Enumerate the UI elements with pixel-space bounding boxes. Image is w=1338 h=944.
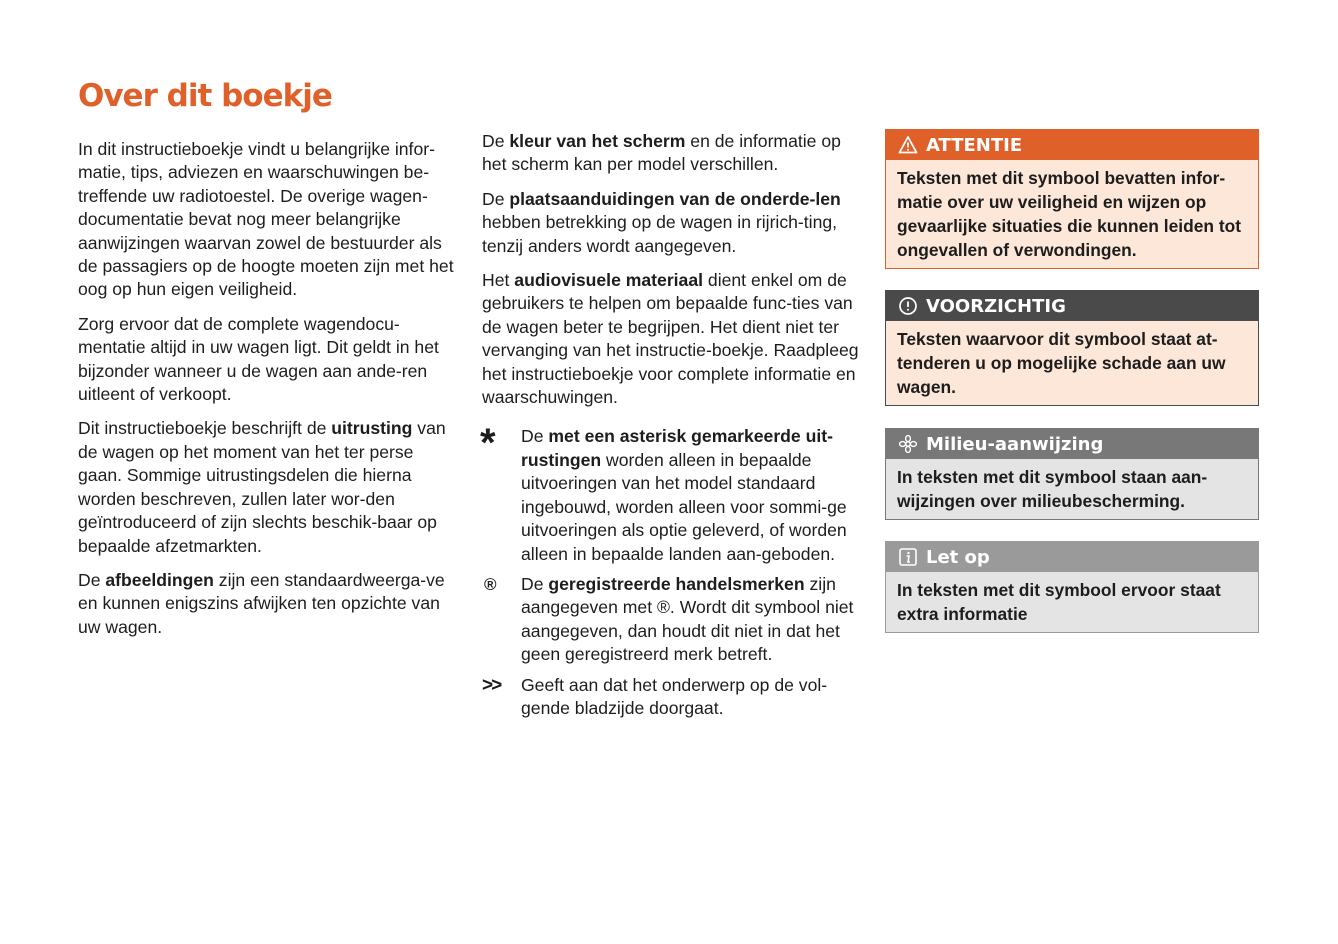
- paragraph-text: De: [482, 188, 510, 209]
- attention-header: [886, 130, 1258, 160]
- list-item: [482, 573, 862, 667]
- emphasis-text: audiovisuele materiaal: [514, 270, 704, 291]
- attention-text: Teksten met dit symbool bevatten infor-matie over uw veiligheid en wijzen op gevaarlijke situaties die kunnen leiden tot ongevallen of verwondingen.: [886, 160, 1258, 268]
- exclamation-circle-icon: [898, 296, 918, 316]
- paragraph-text: hebben betrekking op de wagen in rijrich-ting, tenzij anders wordt aangegeven.: [482, 212, 838, 256]
- item-text: Geeft aan dat het onderwerp op de vol-gende bladzijde doorgaat.: [521, 674, 828, 718]
- environment-title: Milieu-aanwijzing: [926, 433, 1104, 455]
- registered-icon: ®: [484, 574, 497, 594]
- paragraph-text: De: [482, 131, 510, 151]
- paragraph: [78, 313, 456, 407]
- note-title: Let op: [926, 546, 990, 568]
- paragraph: [78, 138, 456, 302]
- attention-box: [885, 129, 1259, 269]
- environment-header: [886, 429, 1258, 459]
- caution-box: [885, 290, 1259, 406]
- list-item: [480, 421, 862, 565]
- info-icon: [898, 547, 918, 567]
- paragraph-text: In dit instructieboekje vindt u belangrijke infor-matie, tips, adviezen en waarschuwingen be-treffende uw radiotoestel. De overige wagen-documentatie bevat nog meer belangrijke aanwijzingen waarvan zowel de bestuurder als de passagiers op de hoogte moeten zijn met het oog op hun eigen veiligheid.: [78, 139, 454, 300]
- emphasis-text: uitrusting: [331, 418, 413, 439]
- paragraph: [482, 269, 862, 409]
- paragraph-text: Zorg ervoor dat de complete wagendocu-mentatie altijd in uw wagen ligt. Dit geldt in het bijzonder wanneer u de wagen aan ande-ren uitleent of verkoopt.: [78, 313, 439, 405]
- note-header: [886, 542, 1258, 572]
- continue-arrows-icon: >>: [482, 674, 501, 696]
- paragraph: [482, 130, 862, 177]
- page-title: Over dit boekje: [78, 78, 332, 114]
- left-column: [78, 138, 456, 650]
- paragraph-text: van de wagen op het moment van het ter perse gaan. Sommige uitrustingsdelen die hierna worden beschreven, zullen later wor-den geïntroduceerd of zijn slechts beschik-baar op bepaalde afzetmarkten.: [78, 418, 446, 556]
- asterisk-icon: *: [480, 421, 496, 466]
- environment-text: In teksten met dit symbool staan aan-wijzingen over milieubescherming.: [886, 459, 1258, 519]
- middle-column: [482, 130, 862, 727]
- paragraph-text: zijn een standaardweerga-ve en kunnen enigszins afwijken ten opzichte van uw wagen.: [78, 569, 445, 637]
- flower-icon: [898, 434, 918, 454]
- caution-title: VOORZICHTIG: [926, 295, 1066, 317]
- emphasis-text: kleur van het scherm: [509, 131, 686, 151]
- paragraph-text: Het: [482, 270, 515, 291]
- emphasis-text: afbeeldingen: [105, 569, 214, 590]
- item-text: zijn aangegeven met ®. Wordt dit symbool niet aangegeven, dan houdt dit niet in dat het geen geregistreerd merk betreft.: [521, 573, 854, 665]
- emphasis-text: met een asterisk gemarkeerde uit-rustingen: [521, 426, 833, 470]
- emphasis-text: geregistreerde handelsmerken: [548, 573, 805, 594]
- paragraph-text: dient enkel om de gebruikers te helpen om bepaalde func-ties van de wagen beter te begrijpen. Het dient niet ter vervanging van het instructie-boekje. Raadpleeg het instructieboekje voor complete informatie en waarschuwingen.: [482, 270, 859, 408]
- note-text: In teksten met dit symbool ervoor staat extra informatie: [886, 572, 1258, 632]
- item-text: De: [521, 426, 549, 447]
- caution-header: [886, 291, 1258, 321]
- environment-box: [885, 428, 1259, 520]
- warning-triangle-icon: [898, 135, 918, 155]
- paragraph-text: en de informatie op het scherm kan per model verschillen.: [482, 131, 841, 175]
- paragraph-text: Dit instructieboekje beschrijft de: [78, 418, 332, 439]
- emphasis-text: plaatsaanduidingen van de onderde-len: [509, 188, 841, 209]
- item-text: De: [521, 573, 549, 594]
- note-box: [885, 541, 1259, 633]
- caution-text: Teksten waarvoor dit symbool staat at-tenderen u op mogelijke schade aan uw wagen.: [886, 321, 1258, 405]
- paragraph: [78, 417, 456, 557]
- paragraph-text: De: [78, 569, 106, 590]
- paragraph: [482, 188, 862, 258]
- paragraph: [78, 569, 456, 639]
- item-text: worden alleen in bepaalde uitvoeringen van het model standaard ingebouwd, worden alleen voor sommi-ge uitvoeringen als optie geleverd, of worden alleen in bepaalde landen aan-geboden.: [521, 449, 847, 564]
- list-item: [482, 674, 862, 721]
- attention-title: ATTENTIE: [926, 134, 1023, 156]
